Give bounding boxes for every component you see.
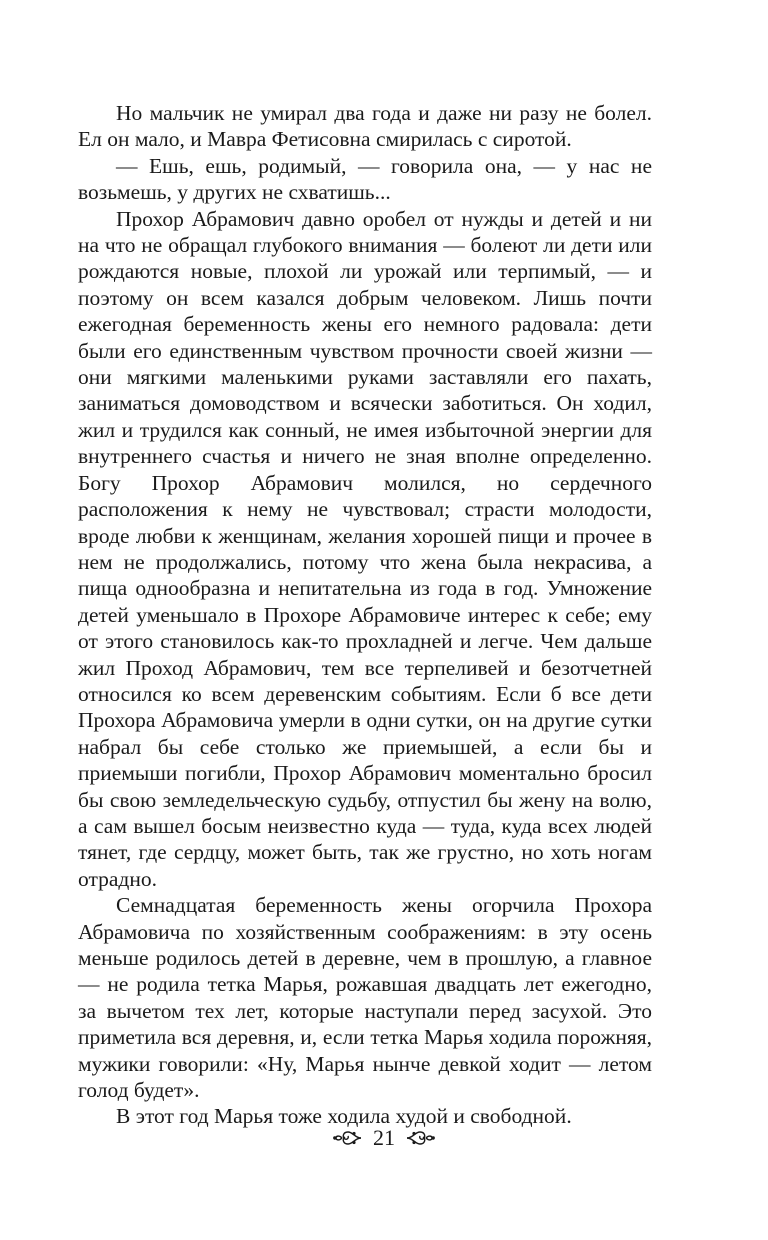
- page-number: 21: [373, 1125, 395, 1150]
- paragraph-5: В этот год Марья тоже ходила худой и свободной.: [116, 1104, 572, 1129]
- page-footer: [0, 1125, 768, 1151]
- paragraph-4: Семнадцатая беременность жены огорчила Прохора Абрамовича по хозяйственным соображениям: в эту осень меньше родилось детей в деревне, чем в прошлую, а главное — не родила тетка Марья, рожавшая двадцать лет ежегодно, за вычетом тех лет, которые наступали перед засухой. Это приметила вся деревня, и, если тетка Марья ходила порожняя, мужики говорили: «Ну, Марья нынче девкой ходит — летом голод будет».: [78, 893, 652, 1103]
- paragraph-1: Но мальчик не умирал два года и даже ни разу не болел. Ел он мало, и Мавра Фетисовна смирилась с сиротой.: [78, 101, 652, 152]
- book-page-text: [78, 100, 652, 1130]
- paragraph-2: — Ешь, ешь, родимый, — говорила она, — у нас не возьмешь, у других не схватишь...: [78, 153, 652, 205]
- paragraph-3: Прохор Абрамович давно оробел от нужды и детей и ни на что не обращал глубокого внимания — болеют ли дети или рождаются новые, плохой ли урожай или терпимый, — и поэтому он всем казался добрым человеком. Лишь почти ежегодная беременность жены его немного радовала: дети были его единственным чувством прочности своей жизни — они мягкими маленькими руками заставляли его пахать, заниматься домоводством и всячески заботиться. Он ходил, жил и трудился как сонный, не имея избыточной энергии для внутреннего счастья и ничего не зная вполне определенно. Богу Прохор Абрамович молился, но сердечного расположения к нему не чувствовал; страсти молодости, вроде любви к женщинам, желания хорошей пищи и прочее в нем не продолжались, потому что жена была некрасива, а пища однообразна и непитательна из года в год. Умножение детей уменьшало в Прохоре Абрамовиче интерес к себе; ему от этого становилось как-то прохладней и легче. Чем дальше жил Проход Абрамович, тем все терпеливей и безотчетней относился ко всем деревенским событиям. Если б все дети Прохора Абрамовича умерли в одни сутки, он на другие сутки набрал бы себе столько же приемышей, а если бы и приемыши погибли, Прохор Абрамович моментально бросил бы свою земледельческую судьбу, отпустил бы жену на волю, а сам вышел босым неизвестно куда — туда, куда всех людей тянет, где сердцу, может быть, так же грустно, но хоть ногам отрадно.: [78, 206, 652, 891]
- left-ornament-icon: [333, 1128, 363, 1148]
- right-ornament-icon: [405, 1128, 435, 1148]
